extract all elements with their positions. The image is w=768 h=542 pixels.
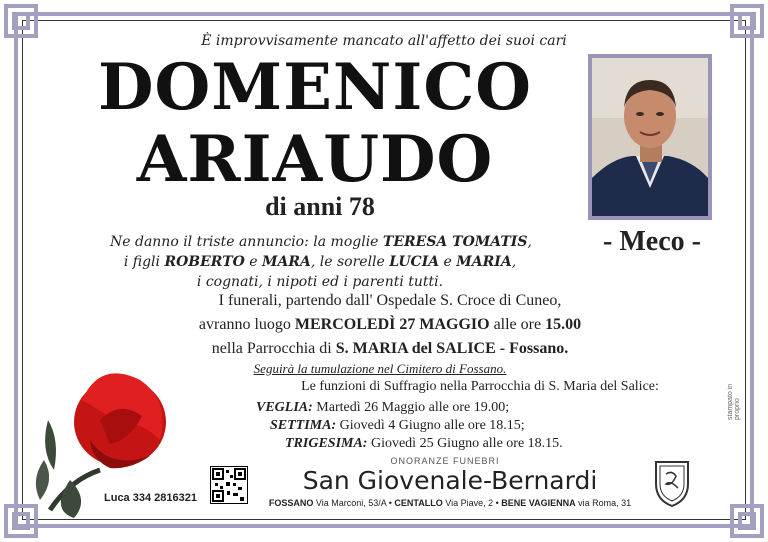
burial-note: Seguirà la tumulazione nel Cimitero di Fossano. [253, 361, 507, 376]
funeral-line-2: avranno luogo MERCOLEDÌ 27 MAGGIO alle ore 15.00 [198, 316, 582, 333]
nickname: - Meco - [603, 226, 701, 257]
print-note: stampato in proprio [727, 383, 741, 420]
qr-code-icon[interactable] [210, 466, 248, 504]
corner-ornament-inner [12, 12, 30, 30]
contact-phone: Luca 334 2816321 [104, 492, 197, 504]
suffrage-heading: Le funzioni di Suffragio nella Parrocchia di S. Maria del Salice: [301, 379, 659, 394]
intro-text: È improvvisamente mancato all'affetto dei suoi cari [201, 33, 567, 49]
announcement-line-2: i figli ROBERTO e MARA, le sorelle LUCIA e MARIA, [123, 254, 517, 270]
agency-label: ONORANZE FUNEBRI [390, 456, 500, 466]
portrait-photo [588, 54, 712, 220]
event-veglia: VEGLIA: Martedì 26 Maggio alle ore 19.00; [256, 400, 510, 415]
corner-ornament-inner [738, 512, 756, 530]
corner-ornament-inner [12, 512, 30, 530]
shield-monogram-icon [652, 458, 692, 508]
event-settima: SETTIMA: Giovedì 4 Giugno alle ore 18.15; [270, 418, 525, 433]
event-trigesima: TRIGESIMA: Giovedì 25 Giugno alle ore 18.15. [285, 436, 563, 451]
deceased-last-name: ARIAUDO [136, 122, 494, 197]
age-text: di anni 78 [265, 192, 375, 221]
announcement-line-1: Ne danno il triste annuncio: la moglie TERESA TOMATIS, [110, 234, 532, 250]
funeral-line-3: nella Parrocchia di S. MARIA del SALICE - Fossano. [211, 340, 569, 357]
deceased-first-name: DOMENICO [98, 50, 532, 125]
funeral-line-1: I funerali, partendo dall' Ospedale S. Croce di Cuneo, [218, 292, 562, 309]
corner-ornament-inner [738, 12, 756, 30]
agency-addresses: FOSSANO Via Marconi, 53/A • CENTALLO Via Piave, 2 • BENE VAGIENNA via Roma, 31 [268, 498, 632, 508]
announcement-line-3: i cognati, i nipoti ed i parenti tutti. [196, 274, 444, 290]
agency-name: San Giovenale-Bernardi [302, 466, 598, 495]
